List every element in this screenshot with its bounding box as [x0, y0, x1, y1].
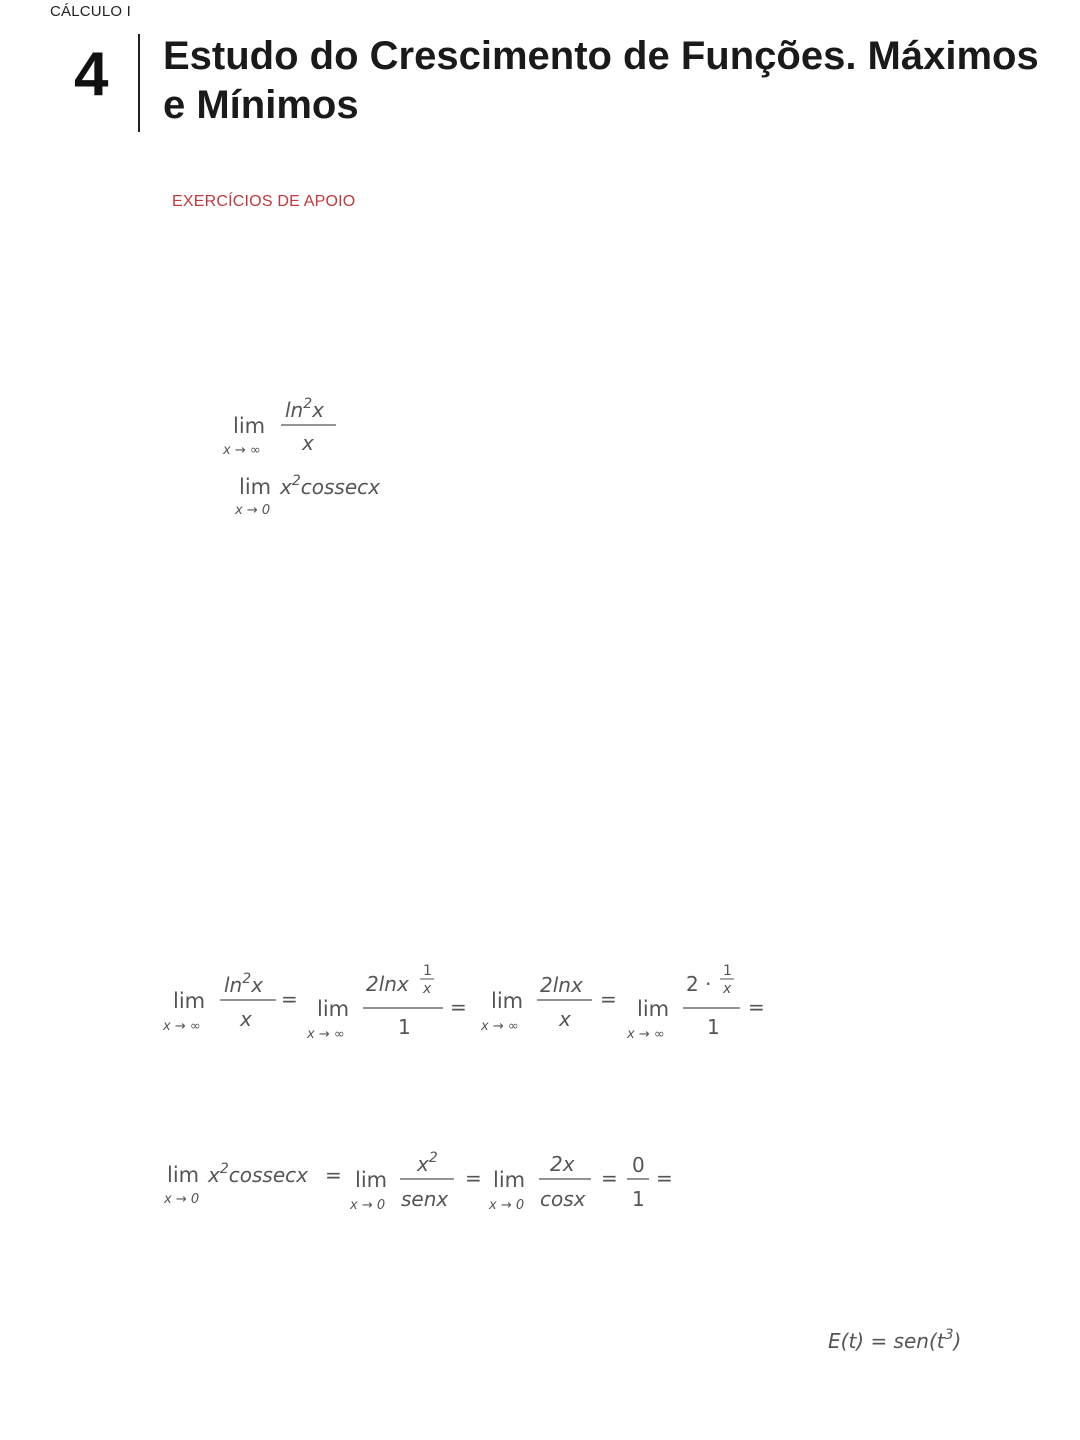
- lim-label: lim: [173, 989, 206, 1013]
- equals-sign: =: [656, 1166, 673, 1190]
- exercise-2-limit: [225, 468, 415, 524]
- term-4-numerator: 2 ·: [686, 972, 712, 996]
- lim-subscript: x → 0: [489, 1198, 525, 1213]
- term-2-numerator: 2lnx: [366, 972, 409, 996]
- term-3-numerator: 0: [632, 1153, 645, 1177]
- denominator: x: [302, 431, 314, 455]
- equals-sign: =: [281, 987, 298, 1011]
- exercise-1-limit: [215, 390, 355, 466]
- equals-sign: =: [601, 1166, 618, 1190]
- formula-e-of-t: [826, 1320, 986, 1364]
- lim-label: lim: [167, 1163, 200, 1187]
- equals-sign: =: [600, 987, 617, 1011]
- term-2-inner-num: 1: [423, 963, 432, 979]
- term-1-denominator: senx: [401, 1187, 449, 1211]
- lim-label: lim: [355, 1168, 388, 1192]
- lim-subscript: x → ∞: [163, 1019, 201, 1034]
- chapter-number: 4: [74, 40, 109, 109]
- formula-text: $E(t) = sen(t^3)$: [828, 1327, 962, 1353]
- lim-label: lim: [491, 989, 524, 1013]
- term-4-inner-den: x: [723, 981, 732, 997]
- equals-sign: =: [450, 995, 467, 1019]
- lim-subscript: x → ∞: [223, 443, 261, 458]
- lim-subscript: x → ∞: [627, 1027, 665, 1042]
- term-3-numerator: 2lnx: [540, 973, 583, 997]
- lim-label: lim: [493, 1168, 526, 1192]
- term-2-inner-den: x: [423, 981, 432, 997]
- lim-subscript: x → 0: [164, 1192, 200, 1207]
- term-2-numerator: 2x: [550, 1152, 575, 1176]
- lim-label: lim: [233, 414, 266, 438]
- lim-label: lim: [637, 997, 670, 1021]
- chapter-title: Estudo do Crescimento de Funções. Máximos e Mínimos: [163, 34, 1039, 127]
- solution-2: [160, 1145, 700, 1223]
- solution-1: [160, 958, 780, 1052]
- term-1-denominator: x: [240, 1007, 252, 1031]
- term-4-denominator: 1: [707, 1015, 720, 1039]
- lhs-expression: $x^2cossecx$: [208, 1161, 308, 1187]
- lim-subscript: x → 0: [350, 1198, 386, 1213]
- term-2-denominator: 1: [398, 1015, 411, 1039]
- chapter-divider: [138, 34, 140, 132]
- lim-subscript: x → ∞: [307, 1027, 345, 1042]
- lim-label: lim: [239, 475, 272, 499]
- course-label: CÁLCULO I: [50, 3, 131, 20]
- term-4-inner-num: 1: [723, 963, 732, 979]
- expression: $x^2cossecx$: [280, 473, 380, 499]
- term-1-numerator: $x^2$: [417, 1150, 438, 1176]
- term-3-denominator: x: [559, 1007, 571, 1031]
- term-2-denominator: cosx: [540, 1187, 586, 1211]
- lim-label: lim: [317, 997, 350, 1021]
- term-3-denominator: 1: [632, 1187, 645, 1211]
- term-1-numerator: $\ln^2x$: [224, 971, 263, 997]
- equals-sign: =: [325, 1163, 342, 1187]
- equals-sign: =: [748, 995, 765, 1019]
- equals-sign: =: [465, 1166, 482, 1190]
- lim-subscript: x → 0: [235, 503, 271, 518]
- lim-subscript: x → ∞: [481, 1019, 519, 1034]
- section-label: EXERCÍCIOS DE APOIO: [172, 193, 356, 210]
- numerator-ln: $\ln^2x$: [285, 396, 324, 422]
